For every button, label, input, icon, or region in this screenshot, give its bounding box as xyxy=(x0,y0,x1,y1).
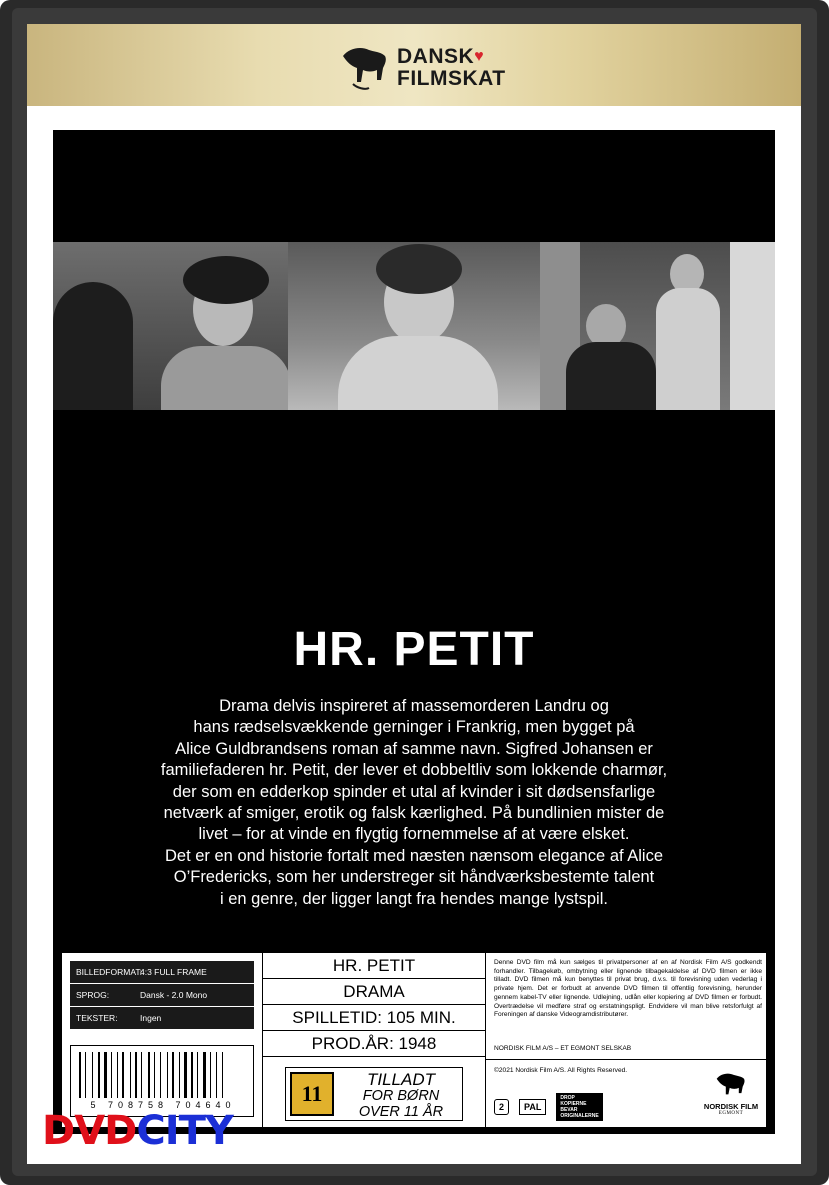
barcode-bar xyxy=(203,1052,206,1098)
copyright: ©2021 Nordisk Film A/S. All Rights Reserved. xyxy=(494,1067,628,1074)
dvdcity-watermark xyxy=(42,1108,233,1154)
barcode-bar xyxy=(85,1052,86,1098)
facts-title: HR. PETIT xyxy=(263,953,485,979)
barcode-bar xyxy=(154,1052,155,1098)
movie-facts xyxy=(262,953,486,1129)
barcode-bar xyxy=(216,1052,217,1098)
polar-bear-icon xyxy=(339,42,391,94)
facts-runtime: SPILLETID: 105 MIN. xyxy=(263,1005,485,1031)
synopsis-line: i en genre, der ligger langt fra hendes mange lystspil. xyxy=(220,889,608,908)
nordisk-name: NORDISK FILM xyxy=(703,1102,759,1111)
barcode-bar xyxy=(181,1052,182,1098)
barcode-bar xyxy=(169,1052,170,1098)
barcode-bar xyxy=(117,1052,118,1098)
barcode xyxy=(70,1045,254,1117)
barcode-bar xyxy=(87,1052,90,1098)
watermark-part2: CITY xyxy=(136,1108,233,1154)
heart-icon: ♥ xyxy=(474,48,485,65)
barcode-bar xyxy=(125,1052,128,1098)
barcode-bar xyxy=(135,1052,137,1098)
barcode-bar xyxy=(160,1052,161,1098)
synopsis-line: livet – for at vinde en flygtig fornemmelse af at være elsket. xyxy=(198,825,630,844)
synopsis-line: Drama delvis inspireret af massemorderen Landru og xyxy=(219,697,609,715)
barcode-bar xyxy=(191,1052,193,1098)
cover-sheet xyxy=(27,24,801,1164)
rating-line3: OVER 11 ÅR xyxy=(358,1103,444,1120)
company-line: NORDISK FILM A/S – ET EGMONT SELSKAB xyxy=(494,1045,632,1052)
drop-line1: DROP xyxy=(560,1095,575,1101)
rating-line2: FOR BØRN xyxy=(362,1088,440,1104)
drop-line4: ORIGINALERNE xyxy=(560,1113,599,1119)
barcode-bar xyxy=(141,1052,142,1098)
nordisk-film-logo xyxy=(696,1071,766,1116)
barcode-bars xyxy=(79,1052,247,1098)
barcode-bar xyxy=(138,1052,139,1098)
barcode-bar xyxy=(175,1052,177,1098)
barcode-bar xyxy=(194,1052,195,1098)
movie-title: HR. PETIT xyxy=(293,623,535,676)
info-block xyxy=(61,952,767,1128)
barcode-bar xyxy=(224,1052,227,1098)
film-stills-strip xyxy=(53,242,775,410)
tech-label: TEKSTER: xyxy=(76,1013,118,1023)
brand-logo xyxy=(339,40,506,96)
brand-line2: FILMSKAT xyxy=(397,67,506,90)
brand-name xyxy=(397,46,506,90)
barcode-bar xyxy=(207,1052,208,1098)
barcode-bar xyxy=(184,1052,187,1098)
barcode-bar xyxy=(92,1052,93,1098)
rating-line1: TILLADT xyxy=(366,1070,436,1089)
divider xyxy=(486,1059,768,1060)
age-rating-badge: 11 xyxy=(290,1072,334,1116)
barcode-bar xyxy=(212,1052,214,1098)
barcode-bar xyxy=(113,1052,115,1098)
barcode-bar xyxy=(167,1052,168,1098)
barcode-bar xyxy=(143,1052,146,1098)
barcode-bar xyxy=(130,1052,131,1098)
synopsis-line: hans rædselsvækkende gerninger i Frankrig, men bygget på xyxy=(193,718,635,737)
drop-line3: BEVAR xyxy=(560,1107,578,1113)
barcode-bar xyxy=(197,1052,198,1098)
film-still-3 xyxy=(540,242,775,410)
synopsis-line: Alice Guldbrandsens roman af samme navn. Sigfred Johansen er xyxy=(175,739,653,758)
pal-logo: PAL xyxy=(519,1099,546,1115)
tech-row-subtitles xyxy=(70,1007,254,1029)
back-cover-panel xyxy=(53,130,775,1134)
synopsis-line: O’Fredericks, som her understreger sit håndværksbestemte talent xyxy=(173,868,655,887)
barcode-bar xyxy=(79,1052,81,1098)
barcode-bar xyxy=(151,1052,152,1098)
legal-notice: Denne DVD film må kun sælges til privatpersoner af en af Nordisk Film A/S godkendt forhandler. Tilbagekøb, ombytning eller lignende tilbagekaldelse af DVD filmen er ikke tilladt. DVD filmen må kun benyttes til privat brug, d.v.s. til forevisning uden vederlag i private hjem. Det er forbudt at anvende DVD filmen til offentlig forevisning, herunder gennem kabel-TV eller lignende. Udlejning, udlån eller kopiering af DVD filmen er forbudt. Overtrædelse vil medføre straf og erstatningspligt. Endvidere vil man blive retsforfulgt af Foreningen af danske Videogramdistributører. xyxy=(494,959,762,1019)
synopsis-line: familiefaderen hr. Petit, der lever et dobbeltliv som lokkende charmør, xyxy=(160,761,668,780)
tech-row-language xyxy=(70,984,254,1006)
barcode-bar xyxy=(222,1052,223,1098)
barcode-bar xyxy=(122,1052,124,1098)
barcode-bar xyxy=(111,1052,112,1098)
barcode-number: 5 708758 704640 xyxy=(90,1100,236,1110)
brand-line1: DANSK xyxy=(397,45,475,68)
barcode-bar xyxy=(179,1052,180,1098)
facts-genre: DRAMA xyxy=(263,979,485,1005)
region-2-icon: 2 xyxy=(494,1099,509,1115)
drop-copies-logo xyxy=(556,1093,602,1121)
barcode-bar xyxy=(98,1052,100,1098)
barcode-bar xyxy=(156,1052,158,1098)
barcode-bar xyxy=(101,1052,102,1098)
tech-value: Dansk - 2.0 Mono xyxy=(140,990,208,1000)
barcode-bar xyxy=(148,1052,150,1098)
polar-bear-icon xyxy=(714,1071,748,1097)
format-logos xyxy=(494,1093,603,1121)
barcode-bar xyxy=(132,1052,133,1098)
barcode-bar xyxy=(82,1052,83,1098)
barcode-bar xyxy=(172,1052,174,1098)
barcode-bar xyxy=(188,1052,189,1098)
barcode-bar xyxy=(162,1052,165,1098)
facts-year: PROD.ÅR: 1948 xyxy=(263,1031,485,1057)
tech-value: Ingen xyxy=(140,1013,162,1023)
tech-row-format xyxy=(70,961,254,983)
barcode-bar xyxy=(199,1052,201,1098)
tech-value: 4:3 FULL FRAME xyxy=(140,967,207,977)
tech-label: SPROG: xyxy=(76,990,110,1000)
watermark-part1: DVD xyxy=(42,1108,137,1154)
age-rating-text xyxy=(342,1071,460,1120)
nordisk-sub: EGMONT xyxy=(718,1111,744,1116)
barcode-bar xyxy=(218,1052,220,1098)
synopsis-line: der som en edderkop spinder et utal af kvinder i sit dødsensfarlige xyxy=(172,782,656,801)
tech-specs xyxy=(70,961,254,1033)
synopsis-line: Det er en ond historie fortalt med næsten nænsom elegance af Alice xyxy=(164,846,664,865)
synopsis-line: netværk af smiger, erotik og falsk kærlighed. På bundlinien mister de xyxy=(163,804,665,823)
barcode-bar xyxy=(104,1052,107,1098)
brand-band xyxy=(27,24,801,106)
barcode-bar xyxy=(108,1052,109,1098)
film-still-1 xyxy=(53,242,288,410)
barcode-bar xyxy=(210,1052,211,1098)
tech-label: BILLEDFORMAT: xyxy=(76,967,142,977)
age-rating xyxy=(285,1067,463,1121)
barcode-bar xyxy=(119,1052,120,1098)
drop-line2: KOPIERNE xyxy=(560,1101,587,1107)
film-still-2 xyxy=(288,242,540,410)
barcode-bar xyxy=(94,1052,96,1098)
synopsis xyxy=(113,696,715,910)
